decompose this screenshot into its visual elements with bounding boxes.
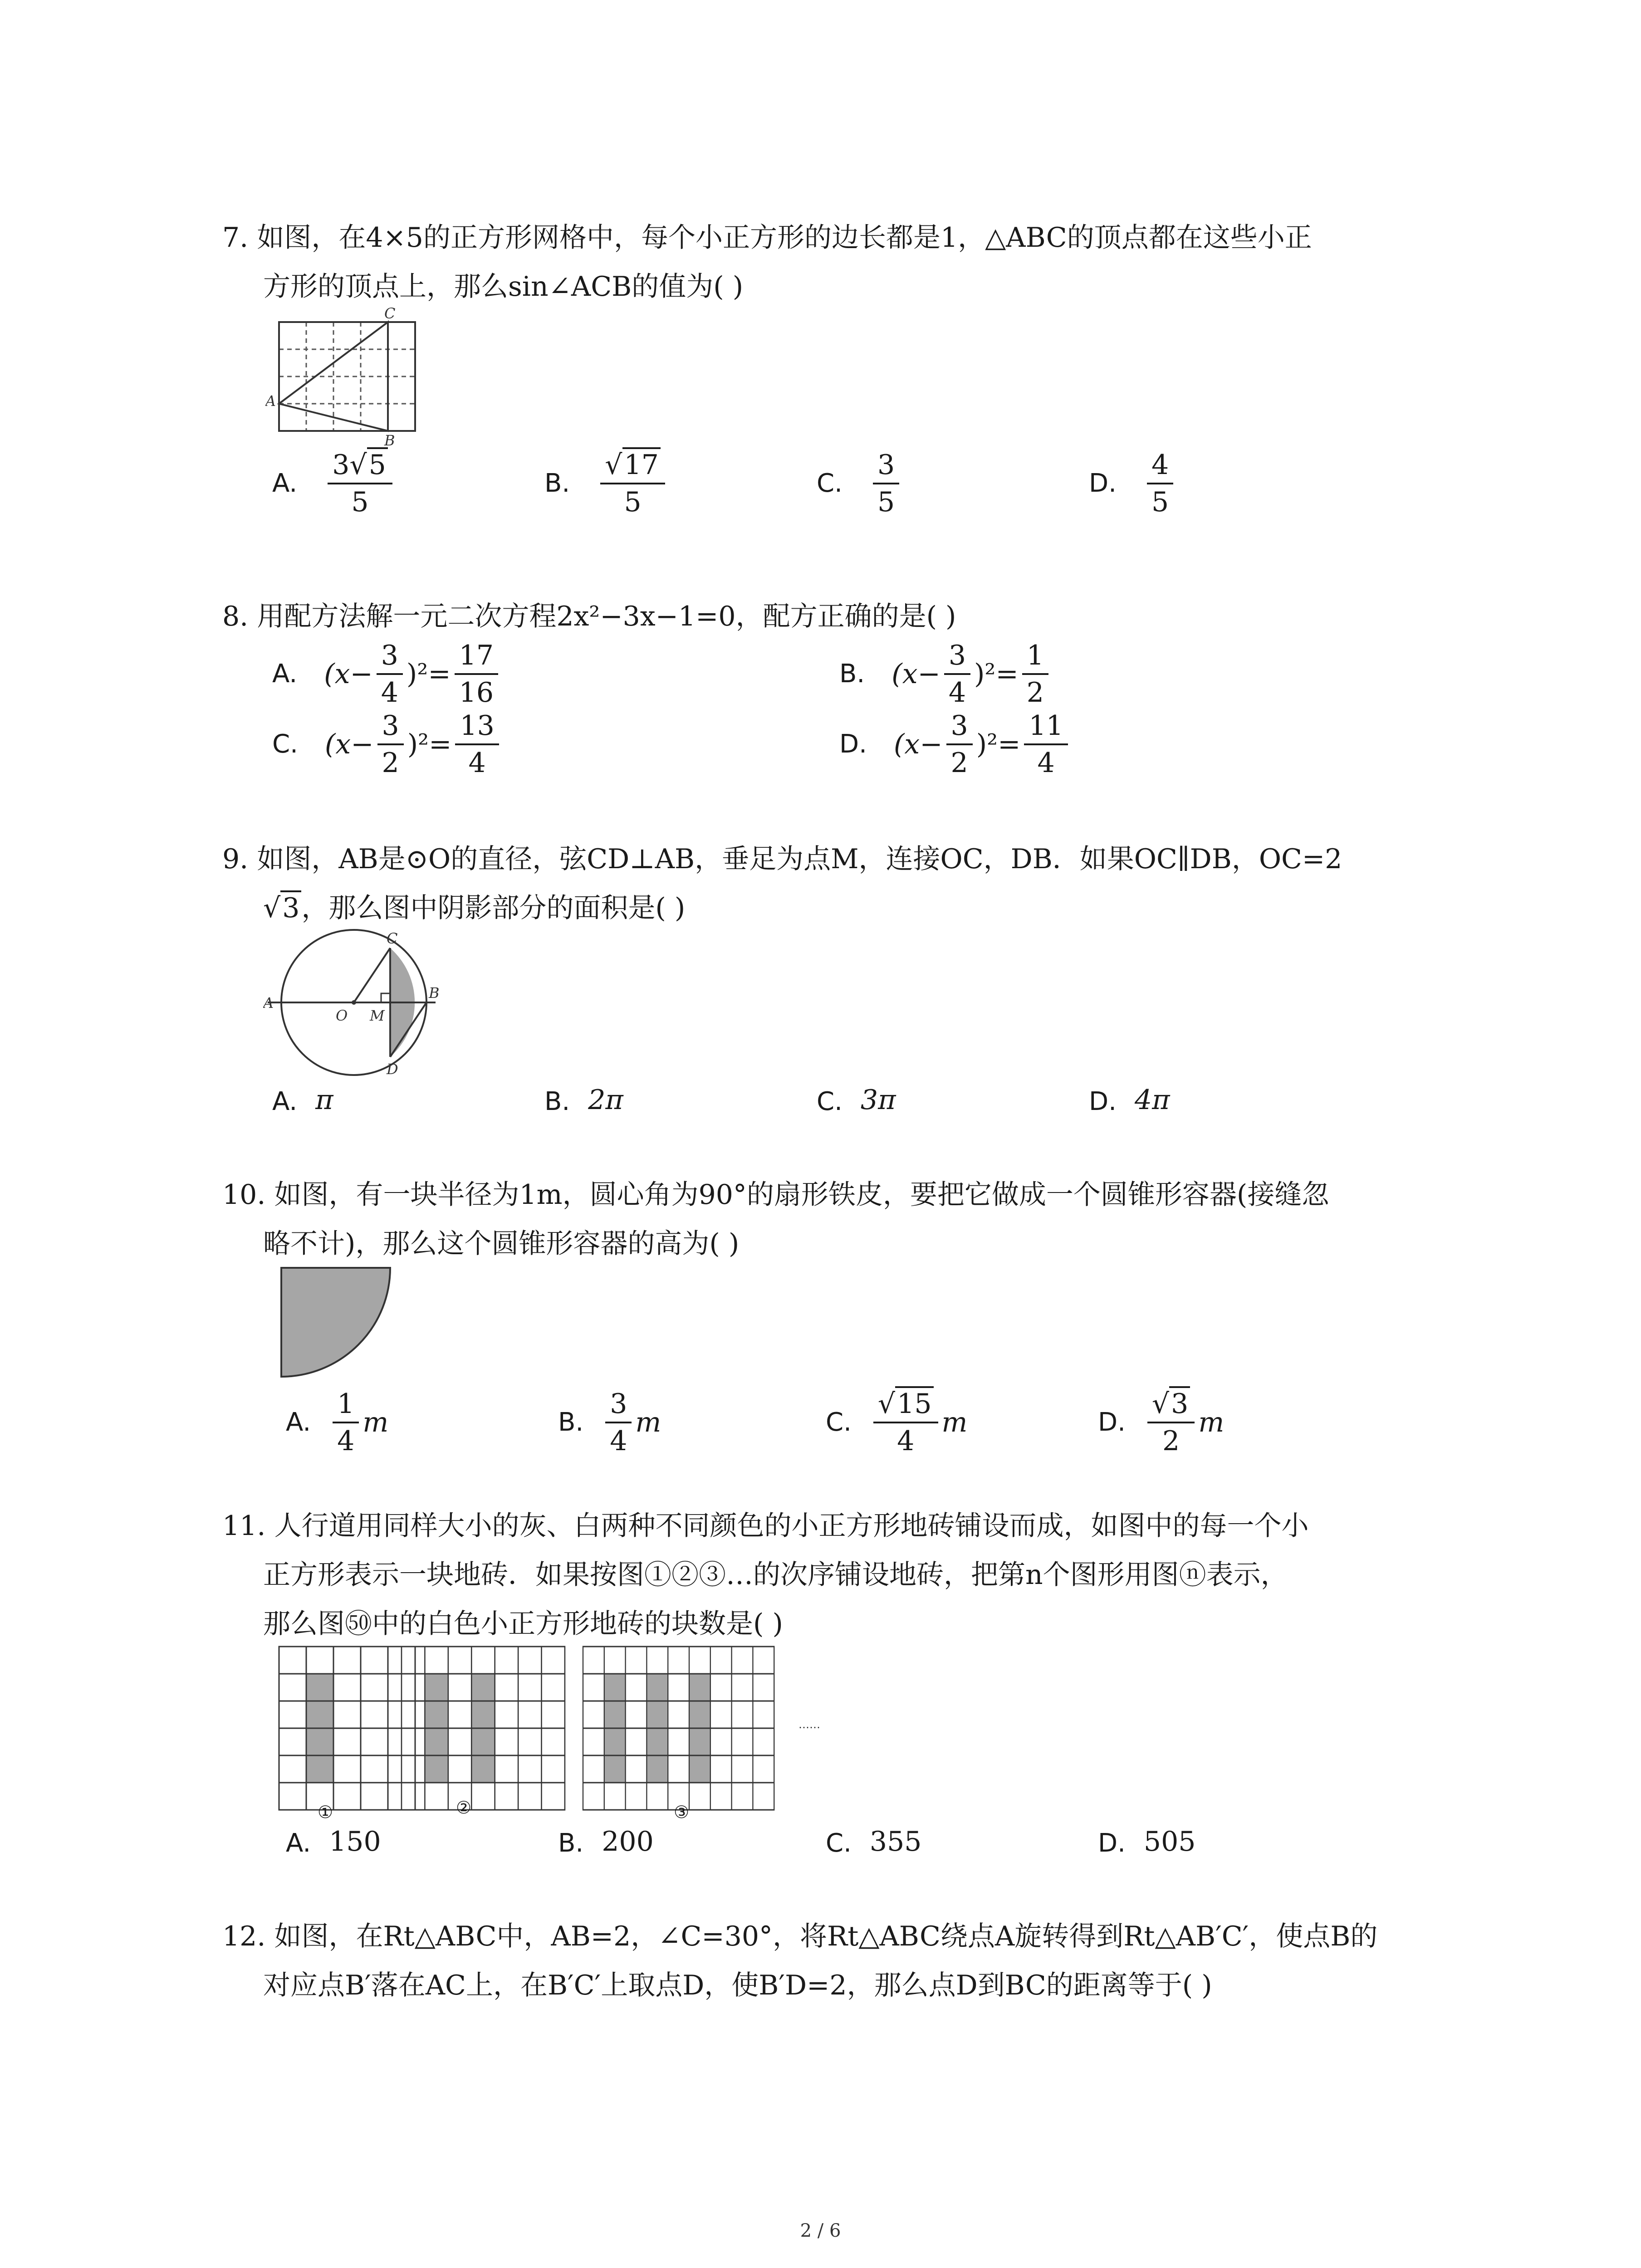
q11-option-c[interactable]: C. 355 <box>826 1826 922 1858</box>
question-11 <box>222 1501 1447 1648</box>
q9-option-d[interactable]: D. 4π <box>1089 1084 1170 1117</box>
q7-option-d-fraction: $\frac{4}{5}$ <box>1147 449 1173 518</box>
q10-option-d[interactable]: D. $\frac{√3}{2}$ m <box>1098 1388 1224 1457</box>
q7-option-a-fraction: $\frac{3√5}{5}$ <box>328 449 392 518</box>
question-9-number: 9. <box>222 843 257 875</box>
question-12-number: 12. <box>222 1921 274 1952</box>
q9-label-o: O <box>336 1007 348 1024</box>
q7-option-d[interactable]: D. $\frac{4}{5}$ <box>1089 449 1177 518</box>
q9-label-d: D <box>387 1061 398 1078</box>
q10-option-b[interactable]: B. $\frac{3}{4}$ m <box>558 1388 661 1457</box>
q10-sector-figure <box>277 1263 395 1381</box>
q9-label-a: A <box>263 994 274 1012</box>
q9-label-m: M <box>370 1007 385 1024</box>
q11-label-2: ② <box>456 1798 472 1818</box>
question-8-number: 8. <box>222 601 257 632</box>
question-10-text-line2: 略不计)，那么这个圆锥形容器的高为( ) <box>263 1228 740 1260</box>
q11-option-a[interactable]: A. 150 <box>286 1826 381 1858</box>
q7-option-c[interactable]: C. $\frac{3}{5}$ <box>817 449 903 518</box>
question-7-text-line2: 方形的顶点上，那么sin∠ACB的值为( ) <box>263 271 744 303</box>
q8-option-a[interactable]: A. (x− $\frac{3}{4}$ )²= $\frac{17}{16}$ <box>272 640 502 709</box>
q9-option-a[interactable]: A. π <box>272 1084 333 1117</box>
q7-label-b: B <box>384 432 395 449</box>
question-10-number: 10. <box>222 1179 274 1211</box>
q7-label-c: C <box>384 305 396 322</box>
q9-option-c[interactable]: C. 3π <box>817 1084 896 1117</box>
q11-dots: …… <box>798 1718 820 1731</box>
q7-label-a: A <box>265 392 276 410</box>
question-11-text-line2: 正方形表示一块地砖．如果按图①②③…的次序铺设地砖，把第n个图形用图ⓝ表示， <box>263 1559 1288 1591</box>
question-11-text-line1: 人行道用同样大小的灰、白两种不同颜色的小正方形地砖铺设而成，如图中的每一个小 <box>274 1510 1309 1542</box>
question-12-text-line2: 对应点B′落在AC上，在B′C′上取点D，使B′D=2，那么点D到BC的距离等于( ) <box>263 1970 1212 2001</box>
q11-figure-3 <box>583 1647 774 1810</box>
question-8 <box>222 592 1447 641</box>
question-7 <box>222 213 1447 311</box>
q11-option-b[interactable]: B. 200 <box>558 1826 654 1858</box>
q7-option-b[interactable]: B. $\frac{√17}{5}$ <box>544 449 669 518</box>
question-9 <box>222 835 1447 933</box>
question-12 <box>222 1912 1447 2010</box>
q8-option-b[interactable]: B. (x− $\frac{3}{4}$ )²= $\frac{1}{2}$ <box>839 640 1052 709</box>
q9-option-b[interactable]: B. 2π <box>544 1084 623 1117</box>
q11-tile-figures <box>272 1642 844 1823</box>
q11-option-d[interactable]: D. 505 <box>1098 1826 1196 1858</box>
question-10-text-line1: 如图，有一块半径为1m，圆心角为90°的扇形铁皮，要把它做成一个圆锥形容器(接缝忽 <box>274 1179 1329 1211</box>
q8-option-d[interactable]: D. (x− $\frac{3}{2}$ )²= $\frac{11}{4}$ <box>839 710 1072 779</box>
q7-option-a[interactable]: A. $\frac{3√5}{5}$ <box>272 449 396 518</box>
question-12-text-line1: 如图，在Rt△ABC中，AB=2，∠C=30°，将Rt△ABC绕点A旋转得到Rt△AB′C′，使点B的 <box>274 1921 1378 1952</box>
q7-option-c-fraction: $\frac{3}{5}$ <box>873 449 899 518</box>
q10-option-c[interactable]: C. $\frac{√15}{4}$ m <box>826 1388 967 1457</box>
question-11-number: 11. <box>222 1510 274 1542</box>
question-9-text-line1: 如图，AB是⊙O的直径，弦CD⊥AB，垂足为点M，连接OC，DB．如果OC∥DB，OC=2 <box>257 843 1342 875</box>
q11-label-3: ③ <box>674 1802 690 1822</box>
q9-label-c: C <box>387 930 398 947</box>
q8-option-c[interactable]: C. (x− $\frac{3}{2}$ )²= $\frac{13}{4}$ <box>272 710 503 779</box>
question-11-text-line3: 那么图㊿中的白色小正方形地砖的块数是( ) <box>263 1608 783 1640</box>
question-8-text-line1: 用配方法解一元二次方程2x²−3x−1=0，配方正确的是( ) <box>257 601 956 632</box>
q7-option-b-fraction: $\frac{√17}{5}$ <box>600 449 665 518</box>
question-10 <box>222 1170 1447 1268</box>
q11-label-1: ① <box>318 1802 333 1822</box>
question-7-text-line1: 如图，在4×5的正方形网格中，每个小正方形的边长都是1，△ABC的顶点都在这些小正 <box>257 222 1312 254</box>
question-7-number: 7. <box>222 222 257 254</box>
q7-grid-figure <box>265 304 424 449</box>
q9-circle-figure <box>263 925 445 1080</box>
page-number: 2 / 6 <box>800 2220 841 2241</box>
q11-figure-1 <box>279 1647 415 1810</box>
q9-label-b: B <box>429 984 440 1002</box>
q11-figure-2 <box>402 1647 565 1810</box>
question-9-text-line2: √3，那么图中阴影部分的面积是( ) <box>222 884 1447 933</box>
q10-option-a[interactable]: A. $\frac{1}{4}$ m <box>286 1388 389 1457</box>
